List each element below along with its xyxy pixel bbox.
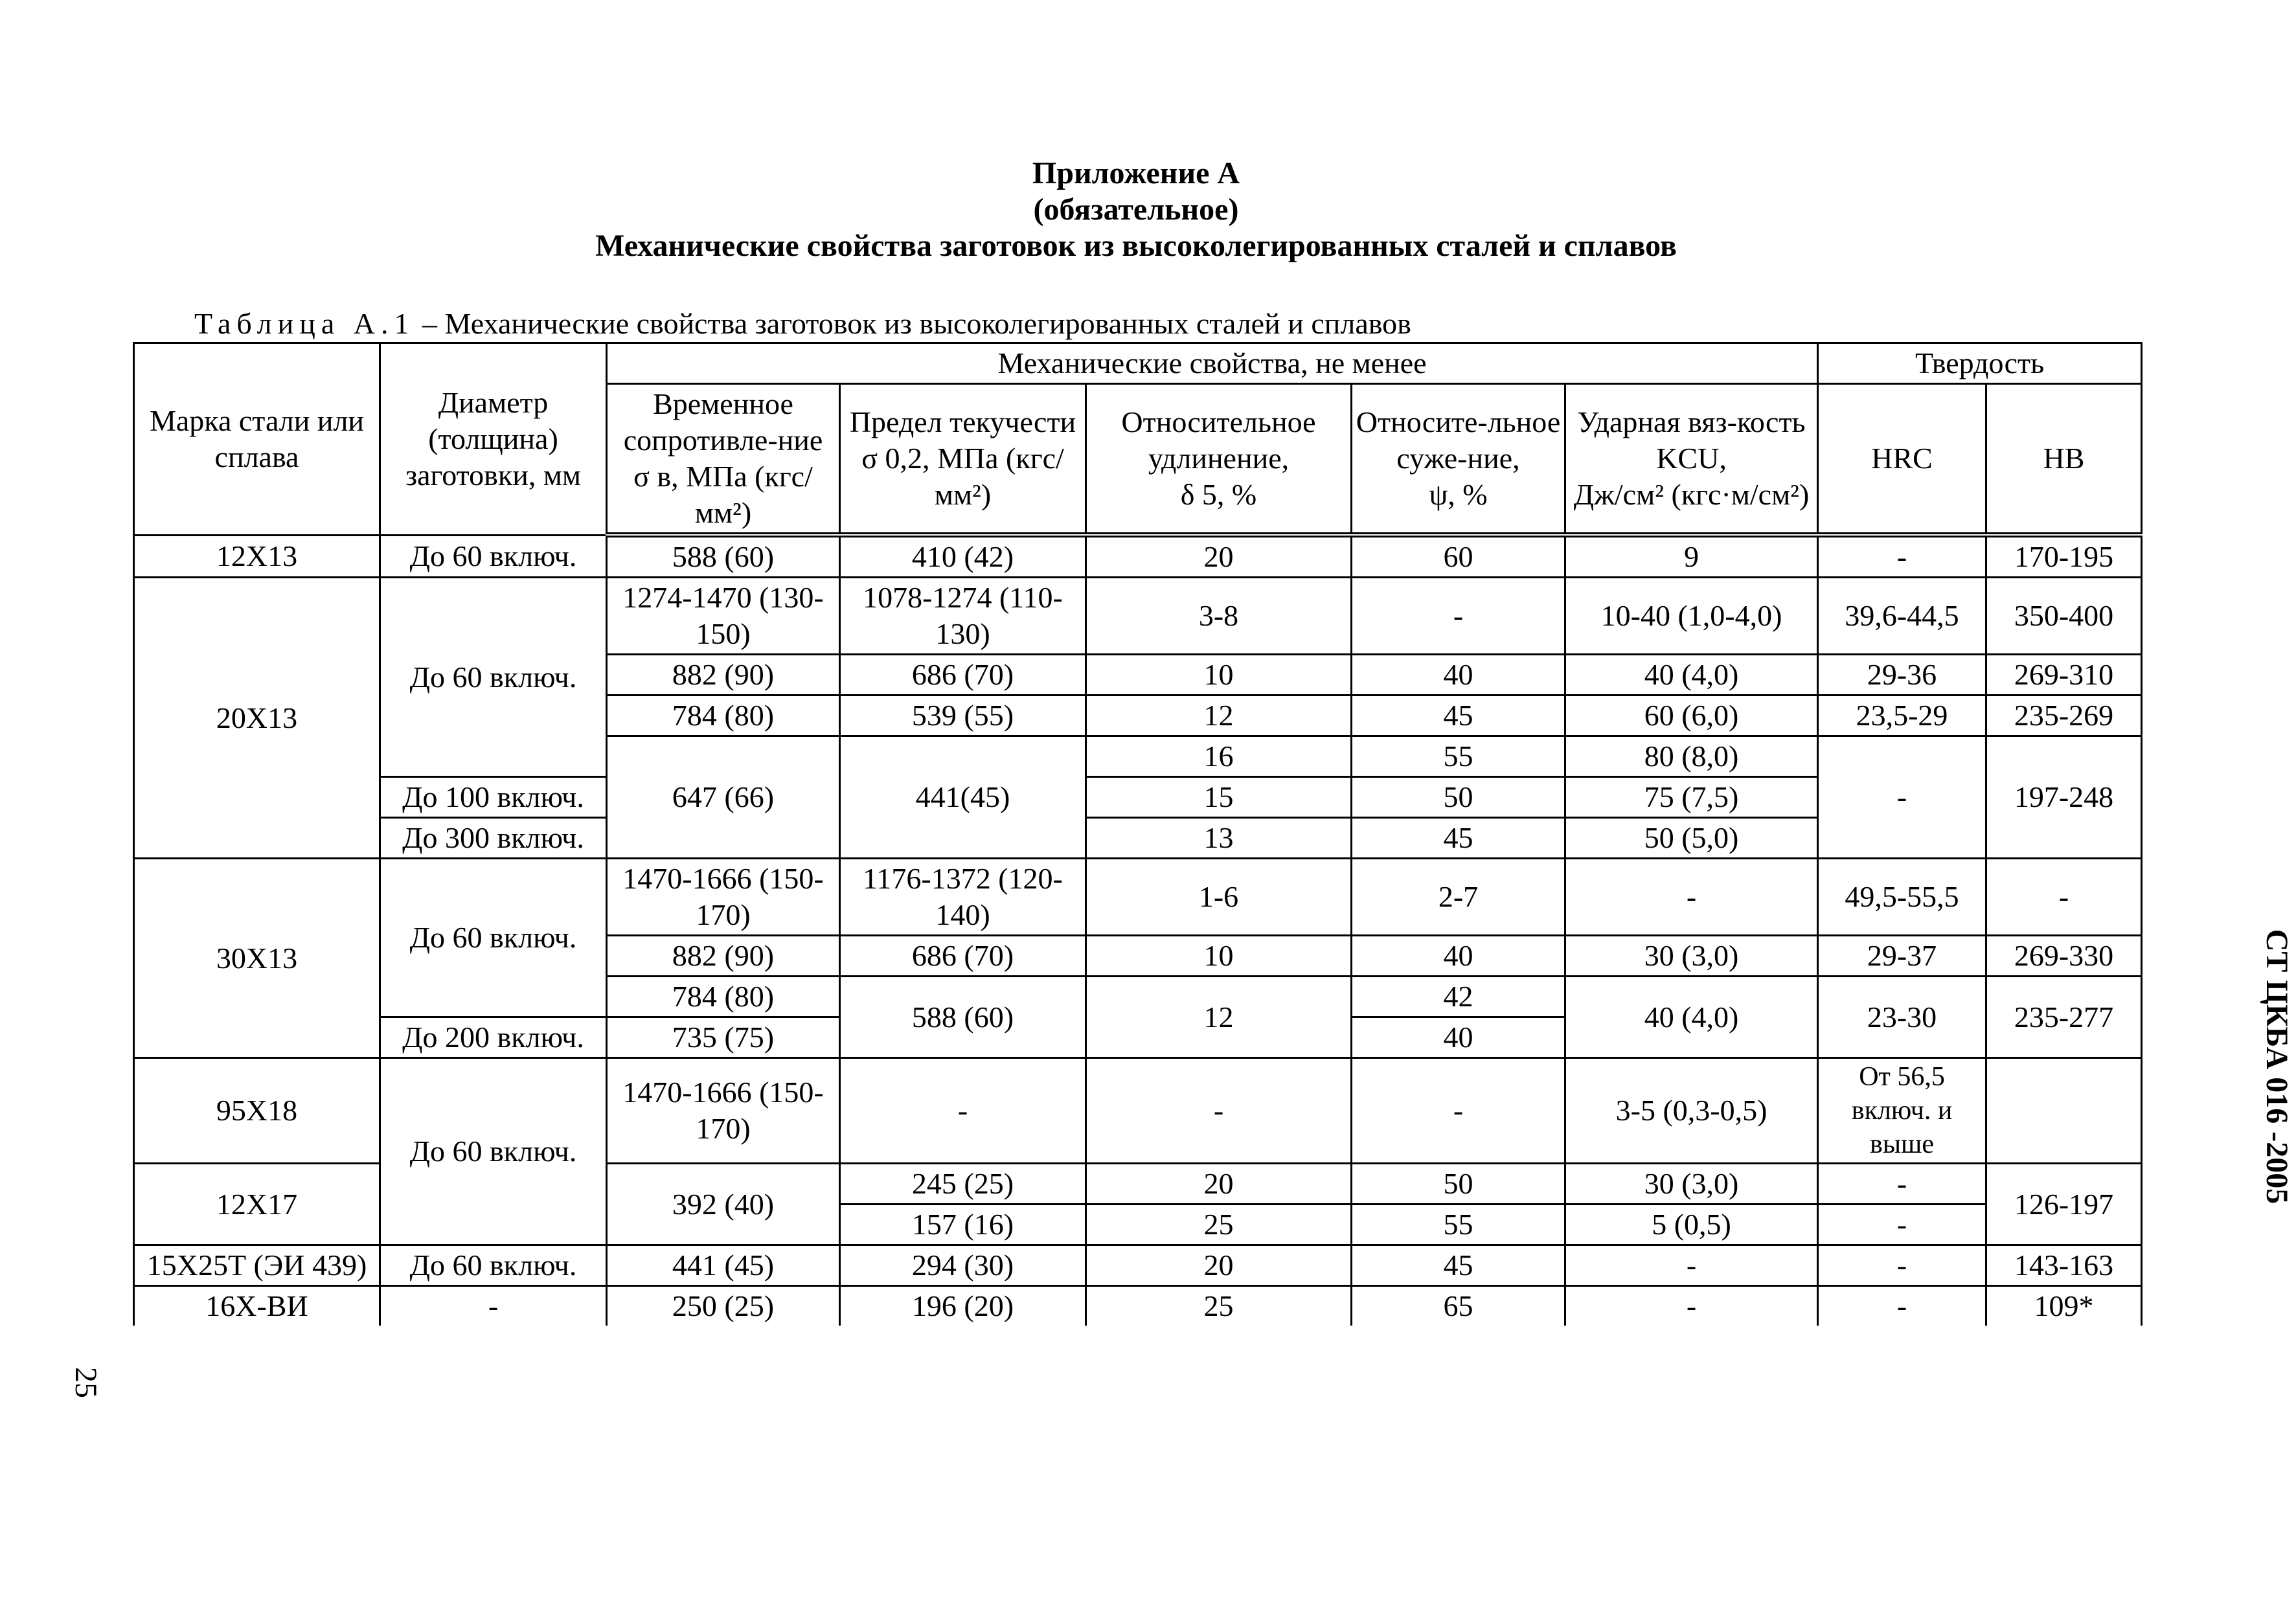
cell-elongation: 3-8 [1086, 578, 1352, 655]
cell-hb: 350-400 [1986, 578, 2142, 655]
cell-reduction: 50 [1352, 1164, 1565, 1204]
header-impact-unit: Дж/см² (кгс·м/см²) [1573, 478, 1810, 511]
cell-hrc: От 56,5 включ. и выше [1818, 1058, 1986, 1164]
cell-yield: 196 (20) [840, 1286, 1086, 1326]
header-impact-label: Ударная вяз-кость KCU, [1577, 405, 1806, 475]
table-row [134, 1058, 2142, 1164]
header-hb: HB [1986, 384, 2142, 536]
header-yield-unit: σ 0,2, МПа (кгс/мм²) [861, 442, 1064, 511]
cell-tensile: 588 (60) [607, 535, 840, 578]
cell-hb [1986, 1058, 2142, 1164]
table-row [134, 578, 2142, 655]
cell-yield: 410 (42) [840, 535, 1086, 578]
cell-yield: 245 (25) [840, 1164, 1086, 1204]
mechanical-properties-table [133, 342, 2143, 1326]
cell-reduction: 40 [1352, 1017, 1565, 1058]
header-impact [1565, 384, 1818, 536]
cell-tensile: 735 (75) [607, 1017, 840, 1058]
cell-diameter: - [380, 1286, 607, 1326]
cell-reduction: 42 [1352, 977, 1565, 1017]
appendix-subject: Механические свойства заготовок из высоколегированных сталей и сплавов [595, 229, 1677, 263]
cell-hb: 143-163 [1986, 1245, 2142, 1286]
cell-elongation: 1-6 [1086, 859, 1352, 936]
header-yield-label: Предел текучести [849, 405, 1076, 438]
cell-hrc: - [1818, 1286, 1986, 1326]
cell-impact: - [1565, 859, 1818, 936]
cell-tensile: 392 (40) [607, 1164, 840, 1245]
cell-diameter: До 60 включ. [380, 535, 607, 578]
cell-reduction: 40 [1352, 655, 1565, 696]
cell-impact: 80 (8,0) [1565, 736, 1818, 777]
header-grade: Марка стали или сплава [134, 343, 380, 536]
cell-elongation: 13 [1086, 818, 1352, 859]
cell-impact: 40 (4,0) [1565, 655, 1818, 696]
cell-impact: 10-40 (1,0-4,0) [1565, 578, 1818, 655]
cell-yield: 1078-1274 (110-130) [840, 578, 1086, 655]
cell-reduction: 45 [1352, 1245, 1565, 1286]
cell-diameter: До 200 включ. [380, 1017, 607, 1058]
cell-tensile: 784 (80) [607, 977, 840, 1017]
page-heading [0, 155, 2272, 264]
table-caption-text: – Механические свойства заготовок из высоколегированных сталей и сплавов [415, 307, 1411, 340]
cell-reduction: 55 [1352, 1204, 1565, 1245]
header-elongation [1086, 384, 1352, 536]
header-row-groups [134, 343, 2142, 384]
cell-diameter: До 60 включ. [380, 1058, 607, 1245]
cell-diameter: До 60 включ. [380, 1245, 607, 1286]
cell-reduction: 45 [1352, 818, 1565, 859]
cell-hb: 235-269 [1986, 696, 2142, 736]
header-hardness-group: Твердость [1818, 343, 2142, 384]
cell-reduction: 40 [1352, 936, 1565, 977]
cell-hrc: 23-30 [1818, 977, 1986, 1058]
cell-hrc: - [1818, 535, 1986, 578]
cell-tensile: 250 (25) [607, 1286, 840, 1326]
cell-elongation: 10 [1086, 936, 1352, 977]
cell-yield: 441(45) [840, 736, 1086, 859]
cell-elongation: - [1086, 1058, 1352, 1164]
cell-tensile: 1274-1470 (130-150) [607, 578, 840, 655]
cell-impact: 75 (7,5) [1565, 777, 1818, 818]
cell-diameter: До 60 включ. [380, 578, 607, 777]
cell-hb: 170-195 [1986, 535, 2142, 578]
cell-impact: 50 (5,0) [1565, 818, 1818, 859]
cell-elongation: 10 [1086, 655, 1352, 696]
cell-hb: 269-310 [1986, 655, 2142, 696]
header-reduction-unit: ψ, % [1429, 478, 1488, 511]
header-elongation-unit: δ 5, % [1180, 478, 1257, 511]
cell-hrc: 29-36 [1818, 655, 1986, 696]
appendix-title: Приложение А [1032, 156, 1240, 190]
cell-grade: 12Х13 [134, 535, 380, 578]
cell-hrc: 49,5-55,5 [1818, 859, 1986, 936]
cell-tensile: 441 (45) [607, 1245, 840, 1286]
cell-reduction: - [1352, 578, 1565, 655]
table-row [134, 1286, 2142, 1326]
table-caption [194, 306, 1411, 342]
cell-grade: 12Х17 [134, 1164, 380, 1245]
cell-tensile: 784 (80) [607, 696, 840, 736]
cell-tensile: 882 (90) [607, 655, 840, 696]
cell-impact: 30 (3,0) [1565, 1164, 1818, 1204]
header-tensile-unit: σ в, МПа (кгс/мм²) [633, 460, 813, 529]
cell-impact: 9 [1565, 535, 1818, 578]
cell-elongation: 20 [1086, 1245, 1352, 1286]
header-elongation-label: Относительное удлинение, [1121, 405, 1316, 475]
cell-tensile: 1470-1666 (150-170) [607, 859, 840, 936]
cell-impact: 3-5 (0,3-0,5) [1565, 1058, 1818, 1164]
cell-hb: 126-197 [1986, 1164, 2142, 1245]
cell-grade: 30Х13 [134, 859, 380, 1058]
cell-tensile: 647 (66) [607, 736, 840, 859]
cell-reduction: 2-7 [1352, 859, 1565, 936]
cell-reduction: 50 [1352, 777, 1565, 818]
cell-reduction: 55 [1352, 736, 1565, 777]
header-yield [840, 384, 1086, 536]
cell-yield: 588 (60) [840, 977, 1086, 1058]
cell-impact: 40 (4,0) [1565, 977, 1818, 1058]
cell-grade: 20Х13 [134, 578, 380, 859]
cell-elongation: 25 [1086, 1286, 1352, 1326]
cell-tensile: 882 (90) [607, 936, 840, 977]
cell-elongation: 25 [1086, 1204, 1352, 1245]
cell-impact: - [1565, 1245, 1818, 1286]
header-tensile [607, 384, 840, 536]
cell-reduction: 65 [1352, 1286, 1565, 1326]
cell-reduction: 45 [1352, 696, 1565, 736]
cell-elongation: 12 [1086, 696, 1352, 736]
appendix-status: (обязательное) [1033, 192, 1239, 227]
cell-yield: 686 (70) [840, 936, 1086, 977]
cell-hb: 235-277 [1986, 977, 2142, 1058]
cell-reduction: 60 [1352, 535, 1565, 578]
cell-impact: 5 (0,5) [1565, 1204, 1818, 1245]
cell-hrc: 39,6-44,5 [1818, 578, 1986, 655]
cell-hrc: - [1818, 1204, 1986, 1245]
cell-hrc: 23,5-29 [1818, 696, 1986, 736]
header-tensile-label: Временное сопротивле-ние [623, 387, 823, 457]
header-reduction-label: Относите-льное суже-ние, [1356, 405, 1561, 475]
table-row [134, 535, 2142, 578]
cell-elongation: 20 [1086, 535, 1352, 578]
cell-yield: 686 (70) [840, 655, 1086, 696]
header-diameter: Диаметр (толщина) заготовки, мм [380, 343, 607, 536]
cell-diameter: До 60 включ. [380, 859, 607, 1017]
cell-hrc: - [1818, 736, 1986, 859]
cell-hrc: - [1818, 1245, 1986, 1286]
cell-yield: 294 (30) [840, 1245, 1086, 1286]
cell-elongation: 16 [1086, 736, 1352, 777]
cell-elongation: 20 [1086, 1164, 1352, 1204]
table-row [134, 1245, 2142, 1286]
cell-impact: - [1565, 1286, 1818, 1326]
table-row [134, 859, 2142, 936]
page-number: 25 [69, 1367, 103, 1398]
cell-elongation: 15 [1086, 777, 1352, 818]
cell-impact: 60 (6,0) [1565, 696, 1818, 736]
cell-grade: 16Х-ВИ [134, 1286, 380, 1326]
table-caption-label: Таблица А.1 [194, 307, 415, 340]
header-mechanical-group: Механические свойства, не менее [607, 343, 1818, 384]
header-hrc: HRC [1818, 384, 1986, 536]
cell-diameter: До 300 включ. [380, 818, 607, 859]
cell-hrc: 29-37 [1818, 936, 1986, 977]
cell-hb: 197-248 [1986, 736, 2142, 859]
cell-hrc: - [1818, 1164, 1986, 1204]
cell-yield: 157 (16) [840, 1204, 1086, 1245]
cell-grade: 95Х18 [134, 1058, 380, 1164]
cell-impact: 30 (3,0) [1565, 936, 1818, 977]
cell-hb: - [1986, 859, 2142, 936]
cell-yield: 1176-1372 (120-140) [840, 859, 1086, 936]
cell-tensile: 1470-1666 (150-170) [607, 1058, 840, 1164]
header-reduction [1352, 384, 1565, 536]
cell-diameter: До 100 включ. [380, 777, 607, 818]
cell-elongation: 12 [1086, 977, 1352, 1058]
cell-hb: 109* [1986, 1286, 2142, 1326]
cell-reduction: - [1352, 1058, 1565, 1164]
cell-grade: 15Х25Т (ЭИ 439) [134, 1245, 380, 1286]
cell-hb: 269-330 [1986, 936, 2142, 977]
cell-yield: 539 (55) [840, 696, 1086, 736]
cell-yield: - [840, 1058, 1086, 1164]
document-code: СТ ЦКБА 016 -2005 [2260, 929, 2294, 1204]
